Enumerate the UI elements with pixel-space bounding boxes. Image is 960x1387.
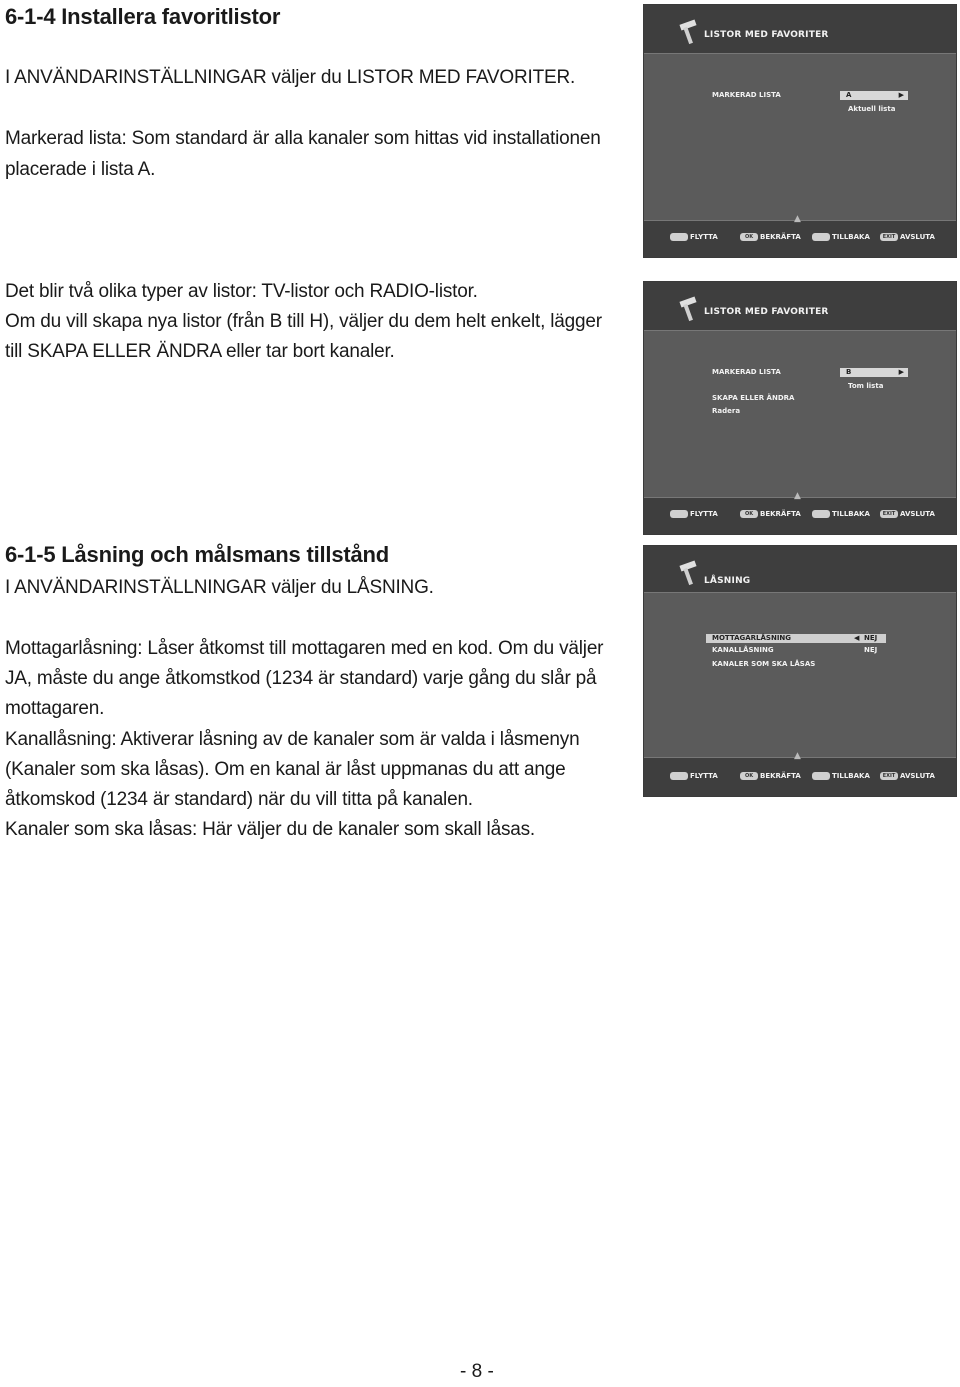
- footer-back: [812, 510, 870, 518]
- paragraph-line: (Kanaler som ska låsas). Om en kanal är låst uppmanas du att ange: [5, 759, 566, 780]
- channel-lock-value: NEJ: [864, 646, 878, 654]
- receiver-lock-value: NEJ: [864, 634, 878, 642]
- screen-title: LISTOR MED FAVORITER: [704, 30, 829, 40]
- back-key-icon: [812, 772, 830, 780]
- receiver-lock-row[interactable]: [706, 634, 886, 643]
- section-heading-favorites: 6-1-4 Installera favoritlistor: [5, 4, 281, 29]
- footer-exit: [880, 510, 935, 518]
- footer-move-label: FLYTTA: [690, 510, 718, 518]
- ok-key-icon: OK: [740, 772, 758, 780]
- marked-list-label: MARKERAD LISTA: [712, 368, 781, 376]
- menu-item-create-edit[interactable]: SKAPA ELLER ÄNDRA: [712, 394, 795, 402]
- paragraph-line: placerade i lista A.: [5, 159, 156, 180]
- footer-move-label: FLYTTA: [690, 233, 718, 241]
- section-heading-locking: 6-1-5 Låsning och målsmans tillstånd: [5, 542, 390, 567]
- arrow-left-icon: ◀: [854, 634, 860, 642]
- exit-key-icon: EXIT: [880, 233, 898, 241]
- marked-list-value: A: [846, 91, 852, 99]
- move-key-icon: [670, 510, 688, 518]
- tv-screenshot-favorites-b: [643, 281, 957, 535]
- page-number: - 8 -: [460, 1361, 494, 1382]
- marked-list-label: MARKERAD LISTA: [712, 91, 781, 99]
- paragraph-line: till SKAPA ELLER ÄNDRA eller tar bort kanaler.: [5, 341, 395, 362]
- footer-move-label: FLYTTA: [690, 772, 718, 780]
- move-key-icon: [670, 233, 688, 241]
- scroll-up-icon: ▲: [794, 751, 801, 761]
- screen-title: LISTOR MED FAVORITER: [704, 307, 829, 317]
- footer-exit: [880, 233, 935, 241]
- footer-back: [812, 772, 870, 780]
- footer-move: [670, 772, 718, 780]
- paragraph-line: I ANVÄNDARINSTÄLLNINGAR väljer du LISTOR MED FAVORITER.: [5, 67, 576, 88]
- exit-key-icon: EXIT: [880, 510, 898, 518]
- list-status: Tom lista: [848, 382, 884, 390]
- list-status: Aktuell lista: [848, 105, 896, 113]
- screen-footer: [644, 751, 956, 796]
- screen-title: LÅSNING: [704, 576, 751, 586]
- ok-key-icon: OK: [740, 510, 758, 518]
- footer-exit: [880, 772, 935, 780]
- screen-titlebar: [644, 282, 956, 331]
- paragraph-line: mottagaren.: [5, 698, 105, 719]
- paragraph-line: I ANVÄNDARINSTÄLLNINGAR väljer du LÅSNING.: [5, 577, 434, 598]
- paragraph-line: Kanaler som ska låsas: Här väljer du de kanaler som skall låsas.: [5, 819, 535, 840]
- footer-move: [670, 233, 718, 241]
- tv-screenshot-locking: [643, 545, 957, 797]
- footer-confirm-label: BEKRÄFTA: [760, 772, 801, 780]
- footer-back-label: TILLBAKA: [832, 772, 870, 780]
- paragraph-line: Kanallåsning: Aktiverar låsning av de kanaler som är valda i låsmenyn: [5, 729, 580, 750]
- tv-screenshot-favorites-a: [643, 4, 957, 258]
- ok-key-icon: OK: [740, 233, 758, 241]
- footer-back-label: TILLBAKA: [832, 510, 870, 518]
- paragraph-line: Om du vill skapa nya listor (från B till H), väljer du dem helt enkelt, lägger: [5, 311, 602, 332]
- scroll-up-icon: ▲: [794, 214, 801, 224]
- back-key-icon: [812, 233, 830, 241]
- hammer-icon: [678, 560, 700, 586]
- arrow-right-icon: ▶: [898, 368, 904, 376]
- paragraph-line: åtkomskod (1234 är standard) när du vill titta på kanalen.: [5, 789, 473, 810]
- receiver-lock-label: MOTTAGARLÅSNING: [712, 634, 792, 642]
- hammer-icon: [678, 296, 700, 322]
- move-key-icon: [670, 772, 688, 780]
- footer-confirm: [740, 233, 801, 241]
- menu-item-delete[interactable]: Radera: [712, 407, 741, 415]
- paragraph-line: Mottagarlåsning: Låser åtkomst till mottagaren med en kod. Om du väljer: [5, 638, 604, 659]
- marked-list-selector[interactable]: [840, 91, 908, 100]
- screen-titlebar: [644, 546, 956, 593]
- back-key-icon: [812, 510, 830, 518]
- arrow-right-icon: ▶: [898, 91, 904, 99]
- channels-to-lock-item[interactable]: KANALER SOM SKA LÅSAS: [712, 660, 816, 668]
- footer-move: [670, 510, 718, 518]
- paragraph-line: Det blir två olika typer av listor: TV-listor och RADIO-listor.: [5, 281, 478, 302]
- footer-back: [812, 233, 870, 241]
- screen-footer: [644, 214, 956, 257]
- hammer-icon: [678, 19, 700, 45]
- footer-confirm-label: BEKRÄFTA: [760, 233, 801, 241]
- paragraph-line: JA, måste du ange åtkomstkod (1234 är standard) varje gång du slår på: [5, 668, 597, 689]
- channel-lock-label[interactable]: KANALLÅSNING: [712, 646, 774, 654]
- footer-confirm: [740, 772, 801, 780]
- paragraph-line: Markerad lista: Som standard är alla kanaler som hittas vid installationen: [5, 128, 601, 149]
- footer-confirm-label: BEKRÄFTA: [760, 510, 801, 518]
- marked-list-selector[interactable]: [840, 368, 908, 377]
- screen-footer: [644, 491, 956, 534]
- footer-exit-label: AVSLUTA: [900, 772, 935, 780]
- exit-key-icon: EXIT: [880, 772, 898, 780]
- footer-confirm: [740, 510, 801, 518]
- footer-exit-label: AVSLUTA: [900, 510, 935, 518]
- marked-list-value: B: [846, 368, 852, 376]
- screen-titlebar: [644, 5, 956, 54]
- scroll-up-icon: ▲: [794, 491, 801, 501]
- footer-back-label: TILLBAKA: [832, 233, 870, 241]
- footer-exit-label: AVSLUTA: [900, 233, 935, 241]
